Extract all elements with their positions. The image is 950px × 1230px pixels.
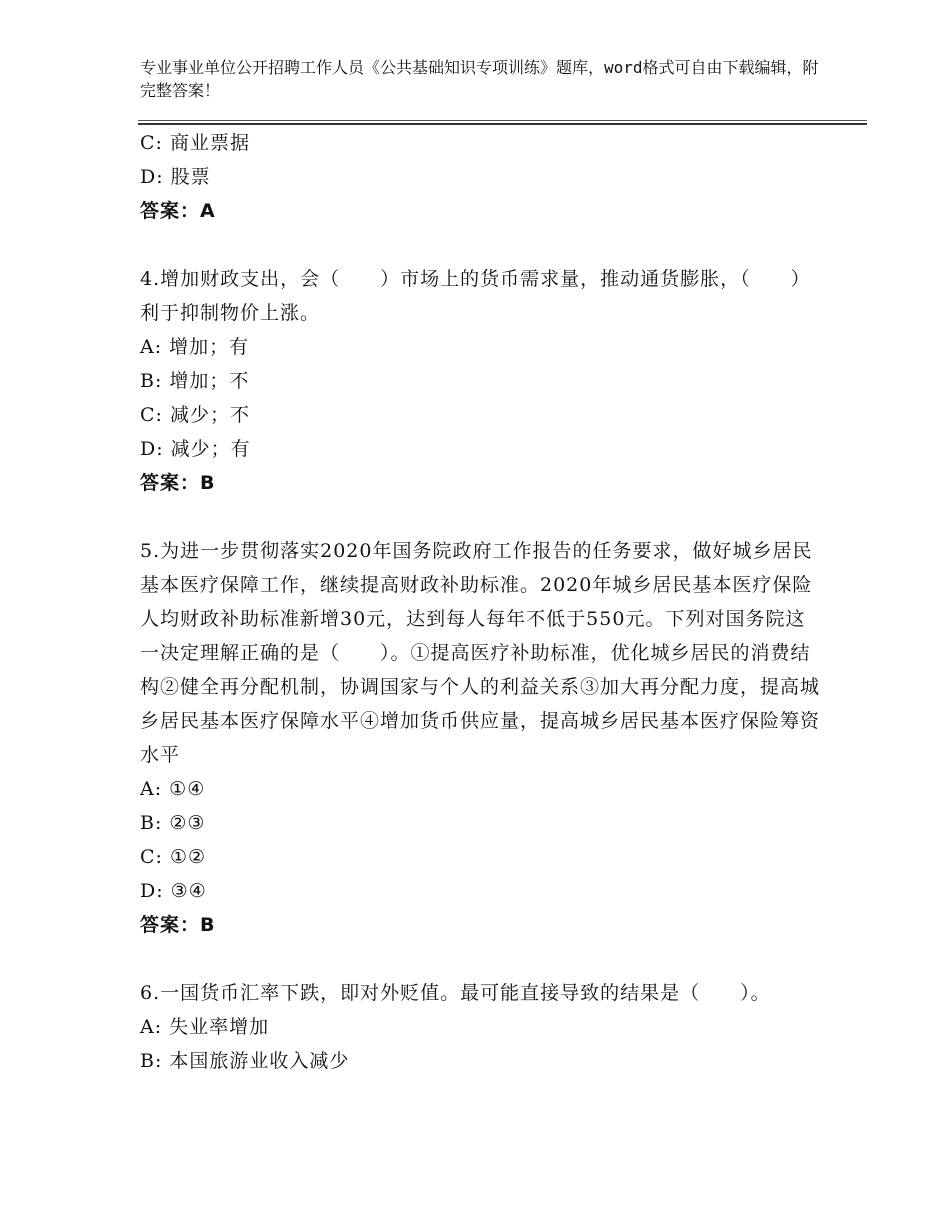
question-block-4 xyxy=(140,262,820,500)
option-b: B: 本国旅游业收入减少 xyxy=(140,1050,350,1072)
answer-label: 答案：B xyxy=(140,914,216,936)
spacer xyxy=(140,228,820,262)
document-header: 专业事业单位公开招聘工作人员《公共基础知识专项训练》题库，word格式可自由下载编辑，附完整答案！ xyxy=(140,58,819,100)
option-b: B: 增加；不 xyxy=(140,370,250,392)
answer-label: 答案：A xyxy=(140,200,216,222)
option-d: D: ③④ xyxy=(140,880,207,902)
continued-question-block xyxy=(140,126,820,228)
answer-label: 答案：B xyxy=(140,472,216,494)
question-block-5 xyxy=(140,534,820,942)
option-c: C: 商业票据 xyxy=(140,132,250,154)
option-a: A: 失业率增加 xyxy=(140,1016,270,1038)
option-c: C: ①② xyxy=(140,846,207,868)
option-d: D: 股票 xyxy=(140,166,211,188)
spacer xyxy=(140,500,820,534)
question-stem: 6.一国货币汇率下跌，即对外贬值。最可能直接导致的结果是（ ）。 xyxy=(140,982,771,1004)
document-body xyxy=(140,126,820,1078)
header-divider xyxy=(138,120,867,125)
option-a: A: ①④ xyxy=(140,778,206,800)
option-a: A: 增加；有 xyxy=(140,336,250,358)
question-block-6 xyxy=(140,976,820,1078)
option-d: D: 减少；有 xyxy=(140,438,251,460)
option-c: C: 减少；不 xyxy=(140,404,250,426)
spacer xyxy=(140,942,820,976)
option-b: B: ②③ xyxy=(140,812,206,834)
question-stem: 5.为进一步贯彻落实2020年国务院政府工作报告的任务要求，做好城乡居民基本医疗保障工作，继续提高财政补助标准。2020年城乡居民基本医疗保险人均财政补助标准新增30元，达到每人每年不低于550元。下列对国务院这一决定理解正确的是（ ）。①提高医疗补助标准，优化城乡居民的消费结构②健全再分配机制，协调国家与个人的利益关系③加大再分配力度，提高城乡居民基本医疗保障水平④增加货币供应量，提高城乡居民基本医疗保险筹资水平 xyxy=(140,540,821,766)
question-stem: 4.增加财政支出，会（ ）市场上的货币需求量，推动通货膨胀，（ ）利于抑制物价上涨。 xyxy=(140,268,811,324)
